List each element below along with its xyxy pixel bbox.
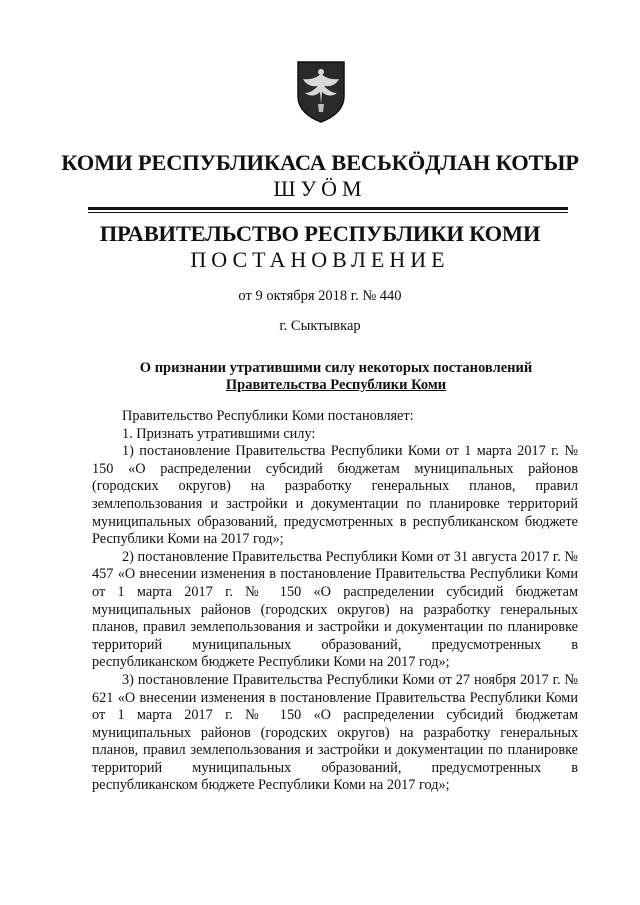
doc-type-komi: ШУӦМ: [273, 176, 367, 201]
document-dateline: от 9 октября 2018 г. № 440: [238, 288, 402, 304]
body-paragraph: 3) постановление Правительства Республики Коми от 27 ноября 2017 г. № 621 «О внесении изменения в постановление Правительства Республики Коми от 1 марта 2017 г. № 150 «О распределении субсидий бюджетам муниципальных районов (городских округов) на разработку генеральных планов, правил землепользования и застройки и документации по планировке территорий муниципальных образований, предусмотренных в республиканском бюджете Республики Коми на 2017 год»;: [92, 671, 578, 794]
body-paragraph: 2) постановление Правительства Республики Коми от 31 августа 2017 г. № 457 «О внесении изменения в постановление Правительства Республики Коми от 1 марта 2017 г. № 150 «О распределении субсидий бюджетам муниципальных районов (городских округов) на разработку генеральных планов, правил землепользования и застройки и документации по планировке территорий муниципальных образований, предусмотренных в республиканском бюджете Республики Коми на 2017 год»;: [92, 548, 578, 671]
doc-type-ru: ПОСТАНОВЛЕНИЕ: [190, 247, 450, 272]
document-body: [92, 408, 578, 795]
body-paragraph: 1. Признать утратившими силу:: [122, 425, 316, 442]
header-divider: [88, 207, 568, 210]
header-divider-thin: [88, 212, 568, 213]
body-paragraph: 1) постановление Правительства Республики Коми от 1 марта 2017 г. № 150 «О распределении субсидий бюджетам муниципальных районов (городских округов) на разработку генеральных планов, правил землепользования и застройки и документации по планировке территорий муниципальных образований, предусмотренных в республиканском бюджете Республики Коми на 2017 год»;: [92, 443, 578, 548]
issuer-title-komi: КОМИ РЕСПУБЛИКАСА ВЕСЬКӦДЛАН КОТЫР: [61, 150, 579, 175]
body-paragraph: Правительство Республики Коми постановляет:: [122, 408, 414, 424]
coat-of-arms-emblem: [296, 60, 346, 124]
document-subject: [96, 360, 576, 394]
issuer-title-ru: ПРАВИТЕЛЬСТВО РЕСПУБЛИКИ КОМИ: [99, 221, 541, 246]
subject-line-2: Правительства Республики Коми: [225, 377, 447, 393]
subject-line-1: О признании утратившими силу некоторых постановлений: [139, 360, 533, 376]
document-city: г. Сыктывкар: [279, 318, 361, 334]
